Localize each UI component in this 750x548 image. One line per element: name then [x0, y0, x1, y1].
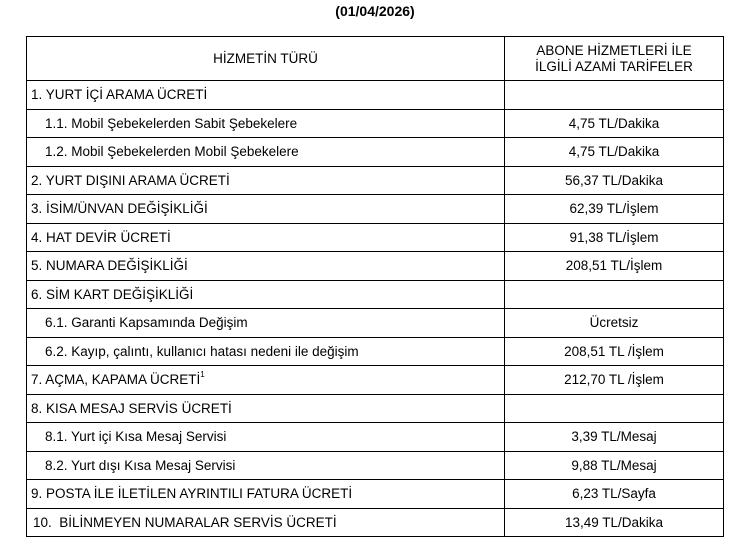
tariff-cell: 4,75 TL/Dakika	[505, 138, 724, 167]
table-header-row	[27, 37, 724, 81]
footnote-marker: 1	[200, 370, 205, 380]
service-cell: 8. KISA MESAJ SERVİS ÜCRETİ	[27, 394, 505, 423]
tariff-cell: 9,88 TL/Mesaj	[505, 451, 724, 480]
table-row	[27, 195, 724, 224]
table-row	[27, 252, 724, 281]
service-cell: 1.1. Mobil Şebekelerden Sabit Şebekelere	[27, 109, 505, 138]
service-cell: 10. BİLİNMEYEN NUMARALAR SERVİS ÜCRETİ	[27, 508, 505, 537]
tariff-cell: 3,39 TL/Mesaj	[505, 423, 724, 452]
table-row	[27, 508, 724, 537]
table-row	[27, 223, 724, 252]
tariff-cell: 212,70 TL /İşlem	[505, 366, 724, 395]
table-row	[27, 280, 724, 309]
table-row	[27, 394, 724, 423]
table-row	[27, 81, 724, 110]
tariff-cell: 208,51 TL/İşlem	[505, 252, 724, 281]
service-cell: 6.2. Kayıp, çalıntı, kullanıcı hatası nedeni ile değişim	[27, 337, 505, 366]
tariff-cell: 208,51 TL /İşlem	[505, 337, 724, 366]
service-cell: 1. YURT İÇİ ARAMA ÜCRETİ	[27, 81, 505, 110]
tariff-cell: 56,37 TL/Dakika	[505, 166, 724, 195]
service-cell: 6. SİM KART DEĞİŞİKLİĞİ	[27, 280, 505, 309]
tariff-cell: 6,23 TL/Sayfa	[505, 480, 724, 509]
table-row	[27, 109, 724, 138]
tariff-cell: Ücretsiz	[505, 309, 724, 338]
table-row	[27, 451, 724, 480]
tariff-table	[26, 36, 724, 537]
table-row	[27, 309, 724, 338]
service-cell: 1.2. Mobil Şebekelerden Mobil Şebekelere	[27, 138, 505, 167]
service-cell	[27, 366, 505, 395]
document-date: (01/04/2026)	[335, 3, 415, 19]
table-row	[27, 423, 724, 452]
service-cell: 4. HAT DEVİR ÜCRETİ	[27, 223, 505, 252]
service-cell: 8.1. Yurt içi Kısa Mesaj Servisi	[27, 423, 505, 452]
header-service-type: HİZMETİN TÜRÜ	[27, 37, 505, 81]
tariff-cell	[505, 81, 724, 110]
service-cell: 8.2. Yurt dışı Kısa Mesaj Servisi	[27, 451, 505, 480]
service-cell: 9. POSTA İLE İLETİLEN AYRINTILI FATURA ÜCRETİ	[27, 480, 505, 509]
table-row	[27, 166, 724, 195]
tariff-cell: 13,49 TL/Dakika	[505, 508, 724, 537]
header-tariff	[505, 37, 724, 81]
tariff-cell	[505, 280, 724, 309]
table-row	[27, 138, 724, 167]
service-cell: 5. NUMARA DEĞİŞİKLİĞİ	[27, 252, 505, 281]
tariff-cell	[505, 394, 724, 423]
header-tariff-line2: İLGİLİ AZAMİ TARİFELER	[535, 58, 693, 74]
tariff-cell: 4,75 TL/Dakika	[505, 109, 724, 138]
service-cell: 3. İSİM/ÜNVAN DEĞİŞİKLİĞİ	[27, 195, 505, 224]
service-cell: 6.1. Garanti Kapsamında Değişim	[27, 309, 505, 338]
tariff-cell: 91,38 TL/İşlem	[505, 223, 724, 252]
tariff-cell: 62,39 TL/İşlem	[505, 195, 724, 224]
service-cell: 2. YURT DIŞINI ARAMA ÜCRETİ	[27, 166, 505, 195]
service-text: 7. AÇMA, KAPAMA ÜCRETİ	[31, 372, 201, 388]
header-tariff-line1: ABONE HİZMETLERİ İLE	[536, 42, 692, 58]
table-row	[27, 366, 724, 395]
table-row	[27, 480, 724, 509]
table-row	[27, 337, 724, 366]
